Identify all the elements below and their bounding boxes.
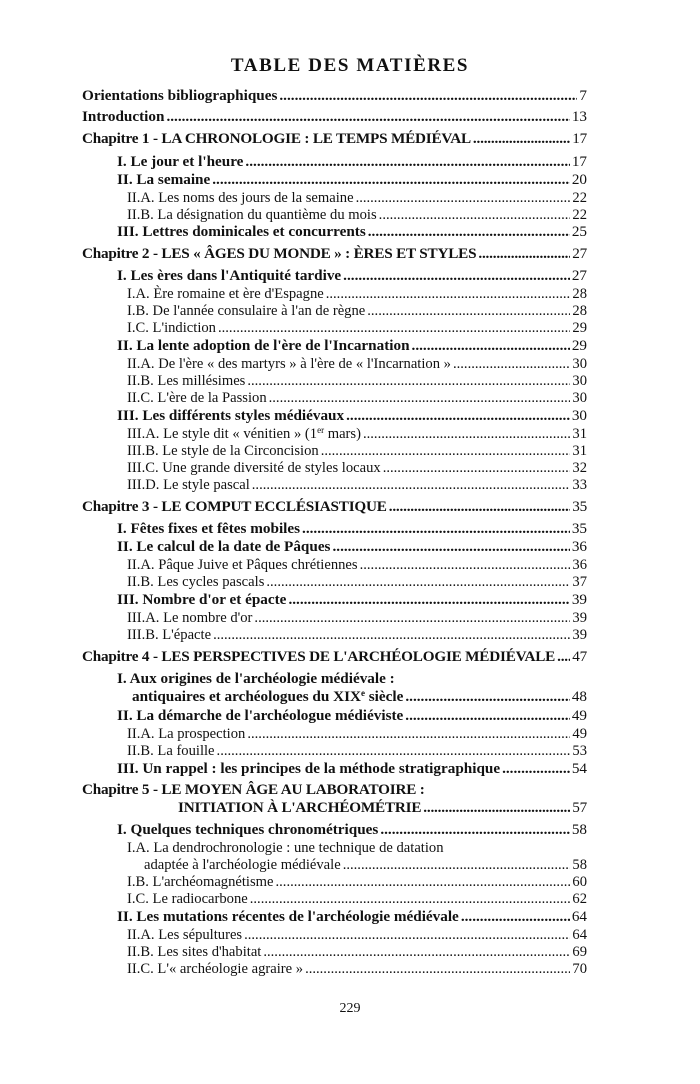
toc-entry-label: III.B. Le style de la Circoncision [127, 443, 319, 459]
toc-subsection[interactable] [127, 573, 587, 591]
leader-dots [405, 688, 569, 706]
toc-subsection[interactable] [127, 890, 587, 908]
leader-dots [288, 591, 569, 609]
toc-entry-page: 62 [572, 891, 587, 907]
toc-chapter-4[interactable] [82, 648, 587, 666]
toc-subsection[interactable] [127, 319, 587, 337]
toc-entry-page: 49 [572, 726, 587, 742]
leader-dots [363, 425, 570, 443]
leader-dots [302, 520, 570, 538]
toc-section[interactable] [117, 520, 587, 538]
page-number: 229 [339, 1001, 361, 1016]
toc-entry-orientations[interactable] [82, 87, 587, 105]
toc-subsection[interactable] [127, 459, 587, 477]
toc-subsection[interactable] [127, 425, 587, 443]
toc-chapter-5[interactable] [178, 799, 587, 817]
toc-section[interactable] [117, 760, 587, 778]
toc-subsection[interactable] [127, 725, 587, 743]
leader-dots [461, 908, 570, 926]
toc-entry-page: 49 [571, 707, 587, 724]
leader-dots [305, 960, 570, 978]
toc-entry-label: III.D. Le style pascal [127, 477, 250, 493]
toc-subsection[interactable] [127, 206, 587, 224]
leader-dots [346, 407, 570, 425]
toc-entry-page: 58 [571, 821, 587, 838]
chapter-title-line2: INITIATION À L'ARCHÉOMÉTRIE [178, 799, 422, 816]
chapter-prefix: Chapitre 1 [82, 130, 150, 147]
leader-dots [360, 556, 571, 574]
toc-entry-page: 29 [572, 320, 587, 336]
toc-chapter-2[interactable] [82, 245, 587, 263]
toc-entry-label: II.B. Les millésimes [127, 373, 246, 389]
toc-subsection[interactable] [127, 556, 587, 574]
toc-entry-page: 27 [571, 267, 587, 284]
toc-entry-label: II. Les mutations récentes de l'archéologie médiévale [117, 908, 459, 925]
toc-entry-label: I.B. L'archéomagnétisme [127, 874, 274, 890]
leader-dots [326, 285, 571, 303]
toc-section[interactable] [117, 591, 587, 609]
toc-entry-page: 36 [572, 557, 587, 573]
toc-entry-page: 39 [572, 627, 587, 643]
toc-subsection[interactable] [127, 372, 587, 390]
toc-chapter-1[interactable] [82, 130, 587, 148]
leader-dots [368, 223, 570, 241]
leader-dots [279, 87, 577, 105]
toc-entry-page: 30 [571, 407, 587, 424]
toc-subsection[interactable] [127, 476, 587, 494]
toc-entry-page: 22 [572, 207, 587, 223]
leader-dots [405, 707, 570, 725]
chapter-prefix: Chapitre 3 [82, 498, 150, 515]
leader-dots [266, 573, 570, 591]
toc-entry-label: III. Lettres dominicales et concurrents [117, 223, 366, 240]
toc-entry-label: I. Le jour et l'heure [117, 153, 244, 170]
toc-entry-label: I. Les ères dans l'Antiquité tardive [117, 267, 342, 284]
toc-chapter-5-line1 [82, 781, 425, 799]
leader-dots [276, 873, 571, 891]
toc-entry-page: 37 [572, 574, 587, 590]
toc-subsection[interactable] [127, 943, 587, 961]
toc-entry-label: II.A. Les noms des jours de la semaine [127, 190, 354, 206]
chapter-title: - LE MOYEN ÂGE AU LABORATOIRE : [149, 781, 425, 798]
toc-entry-page: 39 [571, 591, 587, 608]
toc-entry-page: 31 [572, 443, 587, 459]
toc-subsection[interactable] [127, 742, 587, 760]
leader-dots [254, 609, 570, 627]
chapter-prefix: Chapitre 2 [82, 245, 150, 262]
toc-subsection-line1: I.A. La dendrochronologie : une technique de datation [127, 840, 444, 856]
toc-entry-label: II.A. De l'ère « des martyrs » à l'ère de « l'Incarnation » [127, 356, 451, 372]
toc-section[interactable] [117, 153, 587, 171]
toc-entry-label: III. Nombre d'or et épacte [117, 591, 287, 608]
toc-section[interactable] [132, 688, 587, 706]
leader-dots [250, 890, 571, 908]
leader-dots [269, 389, 571, 407]
toc-entry-label: II. La lente adoption de l'ère de l'Incarnation [117, 337, 410, 354]
toc-section[interactable] [117, 538, 587, 556]
toc-entry-introduction[interactable] [82, 108, 587, 126]
toc-entry-label: II. Le calcul de la date de Pâques [117, 538, 331, 555]
leader-dots [263, 943, 570, 961]
toc-entry-page: 35 [572, 498, 587, 515]
toc-entry-page: 28 [572, 303, 587, 319]
page-title: TABLE DES MATIÈRES [230, 55, 470, 76]
toc-entry-label: II.A. Pâque Juive et Pâques chrétiennes [127, 557, 358, 573]
leader-dots [343, 267, 570, 285]
leader-dots [502, 760, 570, 778]
leader-dots [213, 626, 570, 644]
superscript: e [360, 688, 365, 698]
toc-entry-page: 57 [572, 799, 587, 816]
toc-entry-label: I.C. L'indiction [127, 320, 216, 336]
toc-entry-page: 29 [571, 337, 587, 354]
toc-entry-page: 30 [572, 356, 587, 372]
toc-entry-label: II.A. La prospection [127, 726, 246, 742]
chapter-prefix: Chapitre 4 [82, 648, 150, 665]
toc-entry-page: 64 [572, 927, 587, 943]
toc-entry-page: 31 [572, 426, 587, 442]
leader-dots [247, 372, 570, 390]
toc-entry-label: III.C. Une grande diversité de styles locaux [127, 460, 381, 476]
leader-dots [380, 821, 570, 839]
leader-dots [423, 799, 570, 817]
toc-entry-page: 60 [572, 874, 587, 890]
leader-dots [244, 926, 570, 944]
chapter-title: - LES « ÂGES DU MONDE » : ÈRES ET STYLES [149, 245, 477, 262]
toc-subsection[interactable] [127, 926, 587, 944]
toc-entry-page: 17 [571, 153, 587, 170]
leader-dots [412, 337, 570, 355]
leader-dots [453, 355, 570, 373]
toc-entry-page: 28 [572, 286, 587, 302]
leader-dots [332, 538, 569, 556]
toc-entry-label: III.A. Le style dit « vénitien » (1 [127, 426, 318, 442]
toc-chapter-3[interactable] [82, 498, 587, 516]
toc-entry-page: 27 [572, 245, 587, 262]
toc-entry-page: 30 [572, 390, 587, 406]
leader-dots [321, 442, 571, 460]
leader-dots [247, 725, 570, 743]
toc-entry-label: III.B. L'épacte [127, 627, 212, 643]
toc-subsection[interactable] [127, 389, 587, 407]
toc-subsection[interactable] [127, 355, 587, 373]
leader-dots [166, 108, 569, 126]
leader-dots [389, 498, 570, 516]
toc-entry-label: I. Fêtes fixes et fêtes mobiles [117, 520, 301, 537]
toc-entry-page: 20 [571, 171, 587, 188]
toc-entry-page: 58 [572, 857, 587, 873]
toc-subsection[interactable] [127, 609, 587, 627]
toc-entry-label: Introduction [82, 108, 165, 125]
toc-subsection[interactable] [127, 873, 587, 891]
toc-entry-label: I.A. Ère romaine et ère d'Espagne [127, 286, 324, 302]
toc-entry-page: 25 [571, 223, 587, 240]
leader-dots [383, 459, 571, 477]
leader-dots [557, 648, 570, 666]
toc-entry-page: 30 [572, 373, 587, 389]
leader-dots [218, 319, 570, 337]
toc-subsection[interactable] [127, 442, 587, 460]
toc-section[interactable] [117, 821, 587, 839]
toc-entry-page: 69 [572, 944, 587, 960]
toc-entry-page: 13 [571, 108, 587, 125]
toc-entry-label: adaptée à l'archéologie médiévale [144, 857, 341, 873]
toc-entry-label: antiquaires et archéologues du XIX [132, 688, 361, 705]
toc-entry-page: 17 [572, 130, 587, 147]
toc-entry-label: III.A. Le nombre d'or [127, 610, 253, 626]
toc-entry-label: II.A. Les sépultures [127, 927, 243, 943]
toc-entry-label: II.B. La désignation du quantième du mois [127, 207, 377, 223]
toc-section[interactable] [117, 267, 587, 285]
toc-subsection[interactable] [127, 285, 587, 303]
toc-entry-page: 64 [571, 908, 587, 925]
chapter-title: - LES PERSPECTIVES DE L'ARCHÉOLOGIE MÉDIÉVALE [149, 648, 556, 665]
toc-entry-label: Orientations bibliographiques [82, 87, 278, 104]
toc-entry-label: II.B. Les sites d'habitat [127, 944, 262, 960]
toc-entry-label: II. La démarche de l'archéologue médiéviste [117, 707, 404, 724]
chapter-prefix: Chapitre 5 [82, 781, 150, 798]
toc-subsection[interactable] [127, 626, 587, 644]
toc-entry-page: 32 [572, 460, 587, 476]
chapter-title: - LE COMPUT ECCLÉSIASTIQUE [149, 498, 387, 515]
toc-entry-label: II.C. L'ère de la Passion [127, 390, 267, 406]
toc-subsection[interactable] [144, 856, 587, 874]
toc-entry-label: II.B. Les cycles pascals [127, 574, 265, 590]
toc-entry-page: 33 [572, 477, 587, 493]
toc-entry-label: I. Quelques techniques chronométriques [117, 821, 379, 838]
toc-entry-page: 7 [579, 87, 587, 104]
toc-section-line1: I. Aux origines de l'archéologie médiévale : [117, 670, 395, 687]
superscript: er [317, 425, 325, 435]
toc-entry-label: III. Un rappel : les principes de la méthode stratigraphique [117, 760, 501, 777]
toc-entry-page: 36 [571, 538, 587, 555]
leader-dots [212, 171, 570, 189]
toc-entry-label: I.C. Le radiocarbone [127, 891, 248, 907]
leader-dots [343, 856, 571, 874]
toc-entry-label-suffix: mars) [324, 426, 361, 442]
toc-entry-page: 35 [571, 520, 587, 537]
toc-subsection[interactable] [127, 960, 587, 978]
toc-subsection[interactable] [127, 189, 587, 207]
leader-dots [473, 130, 570, 148]
toc-section[interactable] [117, 707, 587, 725]
leader-dots [252, 476, 571, 494]
leader-dots [356, 189, 571, 207]
toc-entry-label: II.B. La fouille [127, 743, 215, 759]
toc-entry-page: 47 [572, 648, 587, 665]
toc-entry-page: 70 [572, 961, 587, 977]
leader-dots [478, 245, 570, 263]
leader-dots [217, 742, 571, 760]
leader-dots [379, 206, 571, 224]
toc-entry-label-suffix: siècle [364, 688, 404, 705]
toc-entry-label: III. Les différents styles médiévaux [117, 407, 345, 424]
toc-section[interactable] [117, 908, 587, 926]
toc-section[interactable] [117, 171, 587, 189]
toc-section[interactable] [117, 223, 587, 241]
leader-dots [245, 153, 569, 171]
toc-entry-page: 48 [571, 688, 587, 705]
toc-section[interactable] [117, 337, 587, 355]
toc-entry-page: 53 [572, 743, 587, 759]
toc-section[interactable] [117, 407, 587, 425]
toc-entry-page: 39 [572, 610, 587, 626]
toc-entry-page: 54 [571, 760, 587, 777]
toc-entry-label: II. La semaine [117, 171, 211, 188]
leader-dots [367, 302, 570, 320]
toc-entry-label: II.C. L'« archéologie agraire » [127, 961, 304, 977]
chapter-title: - LA CHRONOLOGIE : LE TEMPS MÉDIÉVAL [149, 130, 471, 147]
toc-entry-page: 22 [572, 190, 587, 206]
toc-entry-label: I.B. De l'année consulaire à l'an de règne [127, 303, 366, 319]
toc-subsection[interactable] [127, 302, 587, 320]
